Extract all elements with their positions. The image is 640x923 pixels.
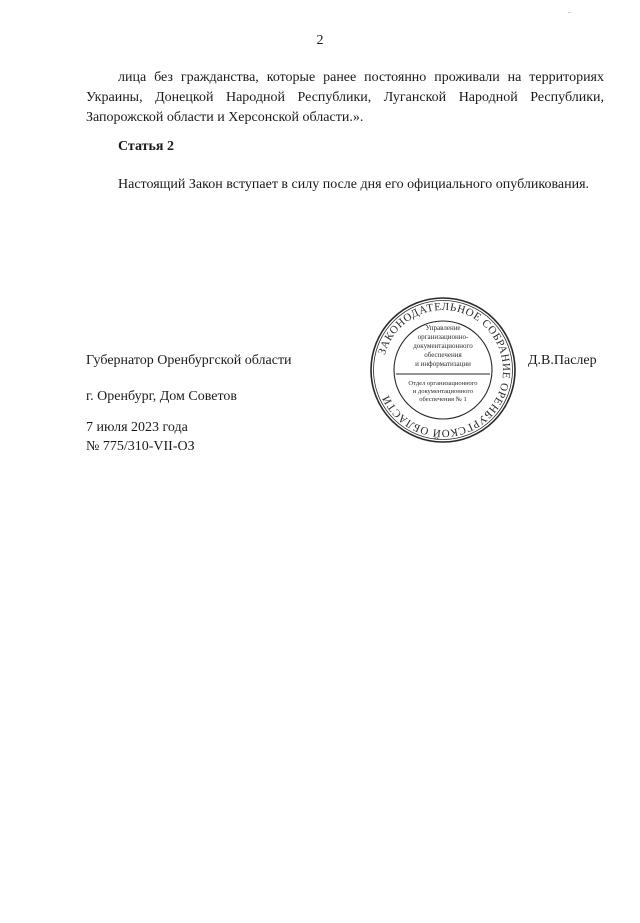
signing-place: г. Оренбург, Дом Советов	[86, 389, 237, 404]
signing-date: 7 июля 2023 года	[86, 420, 188, 435]
seal-upper-line: обеспечения	[424, 351, 462, 359]
seal-lower-line: Отдел организационного	[408, 380, 478, 387]
seal-upper-line: организационно-	[417, 333, 469, 341]
seal-outer-ring	[371, 298, 515, 442]
page-number: 2	[316, 33, 324, 48]
seal-lower-line: обеспечения № 1	[419, 396, 467, 403]
article-text: Настоящий Закон вступает в силу после дня его официального опубликования.	[118, 177, 590, 192]
seal-outer-text: ЗАКОНОДАТЕЛЬНОЕ СОБРАНИЕ ОРЕНБУРГСКОЙ ОБЛАСТИ	[376, 300, 513, 440]
continuation-paragraph: лица без гражданства, которые ранее постоянно проживали на территориях Украины, Донецкой Народной Республики, Луганской Народной Республики, Запорожской области и Херсонской области.».	[86, 70, 604, 125]
law-number: № 775/310-VII-ОЗ	[86, 439, 195, 454]
seal-upper-line: Управление	[425, 324, 461, 332]
article-heading: Статья 2	[118, 139, 174, 154]
seal-upper-line: и информатизации	[415, 360, 471, 368]
official-seal	[369, 296, 517, 444]
scan-artifact	[568, 12, 571, 13]
seal-upper-line: документационного	[413, 342, 473, 350]
signatory-title: Губернатор Оренбургской области	[86, 353, 292, 368]
seal-lower-line: и документационного	[412, 388, 474, 395]
signatory-name: Д.В.Паслер	[528, 353, 597, 368]
